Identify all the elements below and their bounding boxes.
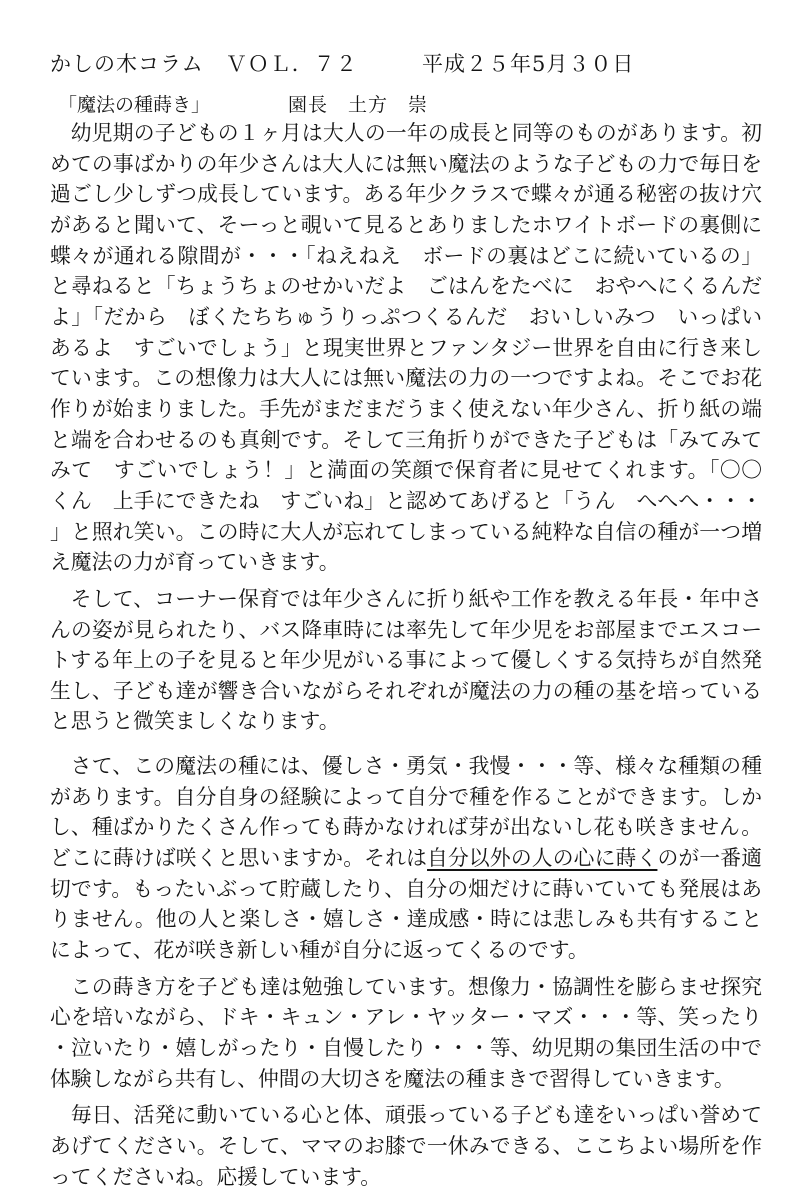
paragraph-4: この蒔き方を子ども達は勉強しています。想像力・協調性を膨らませ探究心を培いながら、ドキ・キュン・アレ・ヤッター・マズ・・・等、笑ったり・泣いたり・嬉しがったり・自慢したり・・・等、幼児期の集団生活の中で体験しながら共有し、仲間の大切さを魔法の種まきで習得していきます。 — [50, 974, 762, 1091]
column-header — [50, 48, 770, 78]
paragraph-3 — [50, 751, 762, 966]
paragraph-1: 幼児期の子どもの１ヶ月は大人の一年の成長と同等のものがあります。初めての事ばかりの年少さんは大人には無い魔法のような子どもの力で毎日を過ごし少しずつ成長しています。ある年少クラスで蝶々が通る秘密の抜け穴があると聞いて、そーっと覗いて見るとありましたホワイトボードの裏側に蝶々が通れる隙間が・・・「ねえねえ ボードの裏はどこに続いているの」と尋ねると「ちょうちょのせかいだよ ごはんをたべに おやへにくるんだよ」「だから ぼくたちちゅうりっぷつくるんだ おいしいみつ いっぱいあるよ すごいでしょう」と現実世界とファンタジー世界を自由に行き来しています。この想像力は大人には無い魔法の力の一つですよね。そこでお花作りが始まりました。手先がまだまだうまく使えない年少さん、折り紙の端と端を合わせるのも真剣です。そして三角折りができた子どもは「みてみてみて すごいでしょう！」と満面の笑顔で保育者に見せてくれます。「〇〇くん 上手にできたね すごいね」と認めてあげると「うん へへへ・・・」と照れ笑い。この時に大人が忘れてしまっている純粋な自信の種が一つ増え魔法の力が育っていきます。 — [50, 121, 762, 575]
publication-date: 平成２５年5月３０日 — [422, 52, 635, 76]
article-heading — [58, 90, 758, 116]
paragraph-3-before: さて、この魔法の種には、優しさ・勇気・我慢・・・等、様々な種類の種があります。自分自身の経験によって自分で種を作ることができます。しかし、種ばかりたくさん作っても蒔かなければ芽が出ないし花も咲きません。どこに蒔けば咲くと思いますか。それは — [50, 754, 762, 871]
underlined-phrase: 自分以外の人の心に蒔く — [427, 846, 658, 871]
paragraph-3-after: のが一番適切です。もったいぶって貯蔵したり、自分の畑だけに蒔いていても発展はありません。他の人と楽しさ・嬉しさ・達成感・時には悲しみも共有することによって、花が咲き新しい種が自分に返ってくるのです。 — [50, 846, 763, 963]
paragraph-2: そして、コーナー保育では年少さんに折り紙や工作を教える年長・年中さんの姿が見られたり、バス降車時には率先して年少児をお部屋までエスコートする年上の子を見ると年少児がいる事によって優しくする気持ちが自然発生し、子ども達が響き合いながらそれぞれが魔法の力の種の基を培っていると思うと微笑ましくなります。 — [50, 586, 762, 734]
article-title: 「魔法の種蒔き」 — [58, 94, 211, 116]
article-body — [50, 118, 762, 1192]
article-author: 園長 土方 崇 — [288, 94, 429, 116]
column-series-label: かしの木コラム ＶＯＬ．７２ — [50, 52, 358, 76]
paragraph-5: 毎日、活発に動いている心と体、頑張っている子ども達をいっぱい誉めてあげてください。そして、ママのお膝で一休みできる、ここちよい場所を作ってくださいね。応援しています。 — [50, 1103, 762, 1189]
